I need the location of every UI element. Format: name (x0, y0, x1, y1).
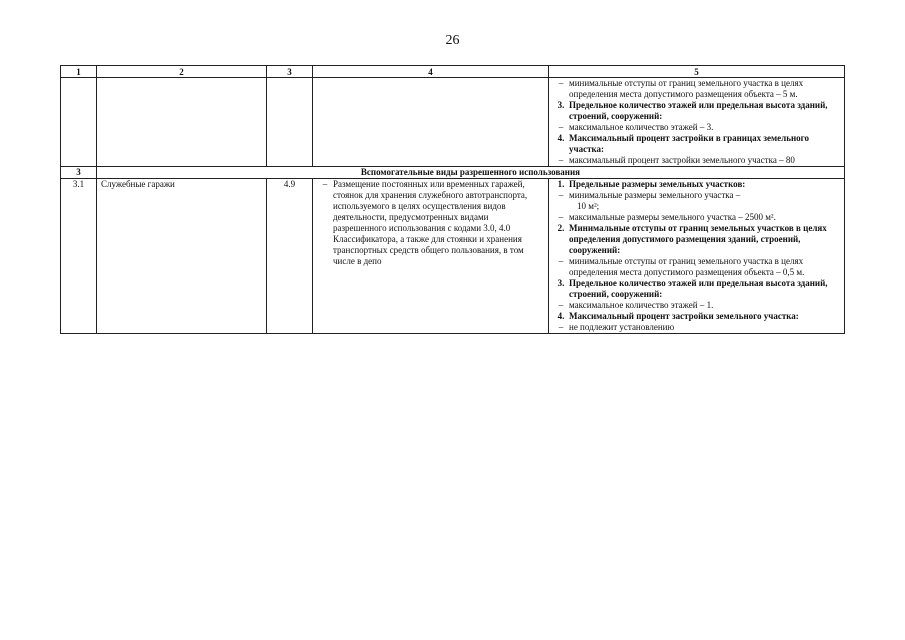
list-item-marker: – (558, 322, 564, 332)
list-item-marker: 3. (557, 278, 565, 288)
list-item (553, 311, 840, 322)
continuation-params-list (553, 78, 840, 166)
list-item-text: Предельное количество этажей или предельная высота зданий, строений, сооружений: (569, 278, 828, 299)
list-item-text: не подлежит установлению (569, 322, 675, 332)
continuation-num-cell (61, 78, 97, 167)
list-item-text: минимальные отступы от границ земельного участка в целях определения места допустимого размещения объекта – 0,5 м. (569, 256, 805, 277)
list-item-marker: – (558, 122, 564, 132)
list-item-text: минимальные отступы от границ земельного участка в целях определения места допустимого размещения объекта – 5 м. (569, 78, 804, 99)
list-item (553, 201, 840, 212)
page-number: 26 (445, 33, 460, 48)
row-name: Служебные гаражи (97, 179, 267, 334)
list-item-text: Максимальный процент застройки в границах земельного участка: (569, 133, 810, 154)
list-item-marker: 3. (557, 100, 565, 110)
list-item-marker: – (558, 256, 564, 266)
row-params-cell (549, 179, 845, 334)
continuation-name-cell (97, 78, 267, 167)
section-title: Вспомогательные виды разрешенного использования (97, 167, 845, 179)
list-item (553, 256, 840, 278)
header-col-4: 4 (313, 66, 549, 78)
list-item (553, 322, 840, 333)
continuation-code-cell (267, 78, 313, 167)
list-item (553, 179, 840, 190)
section-number: 3 (61, 167, 97, 179)
header-col-1: 1 (61, 66, 97, 78)
list-item (553, 223, 840, 256)
list-item-text: Предельное количество этажей или предельная высота зданий, строений, сооружений: (569, 100, 828, 121)
table-row (61, 179, 845, 334)
list-item-text: максимальный процент застройки земельного участка – 80 (569, 155, 795, 165)
list-item (553, 78, 840, 100)
list-item-marker: – (558, 212, 564, 222)
list-item-text: максимальное количество этажей – 3. (569, 122, 714, 132)
list-item-text: Минимальные отступы от границ земельных участков в целях определения допустимого размещения зданий, строений, сооружений: (569, 223, 827, 255)
list-item-marker: – (558, 78, 564, 88)
list-item (553, 190, 840, 201)
row-params-list (553, 179, 840, 333)
continuation-params-cell (549, 78, 845, 167)
row-description: Размещение постоянных или временных гаражей, стоянок для хранения служебного автотранспорта, используемого в целях осуществления видов деятельности, предусмотренных видами разрешенного использования с кодами 3.0, 4.0 Классификатора, а также для стоянки и хранения транспортных средств общего пользования, в том числе в депо (333, 179, 528, 266)
list-item (553, 122, 840, 133)
regulations-table (60, 65, 845, 334)
list-item-text: 10 м²; (577, 201, 600, 211)
list-item-text: Предельные размеры земельных участков: (569, 179, 746, 189)
list-item-marker: – (558, 155, 564, 165)
row-code: 4.9 (267, 179, 313, 334)
list-item (553, 100, 840, 122)
list-item-text: максимальные размеры земельного участка – 2500 м². (569, 212, 776, 222)
header-col-3: 3 (267, 66, 313, 78)
list-item (553, 278, 840, 300)
list-item-text: максимальное количество этажей – 1. (569, 300, 714, 310)
list-item (553, 300, 840, 311)
row-number: 3.1 (61, 179, 97, 334)
list-item (553, 155, 840, 166)
list-item-marker: 1. (557, 179, 565, 189)
continuation-desc-cell (313, 78, 549, 167)
list-item (553, 212, 840, 223)
description-dash: – (322, 179, 328, 189)
list-item-marker: 2. (557, 223, 565, 233)
list-item (553, 133, 840, 155)
list-item-marker: – (558, 190, 564, 200)
table-header-row (61, 66, 845, 78)
list-item-text: Максимальный процент застройки земельного участка: (569, 311, 799, 321)
section-row (61, 167, 845, 179)
list-item-marker (553, 201, 569, 212)
list-item-text: минимальные размеры земельного участка – (569, 190, 741, 200)
continuation-row (61, 78, 845, 167)
header-col-2: 2 (97, 66, 267, 78)
header-col-5: 5 (549, 66, 845, 78)
row-description-cell (313, 179, 549, 334)
list-item-marker: 4. (557, 311, 565, 321)
list-item-marker: 4. (557, 133, 565, 143)
list-item-marker: – (558, 300, 564, 310)
